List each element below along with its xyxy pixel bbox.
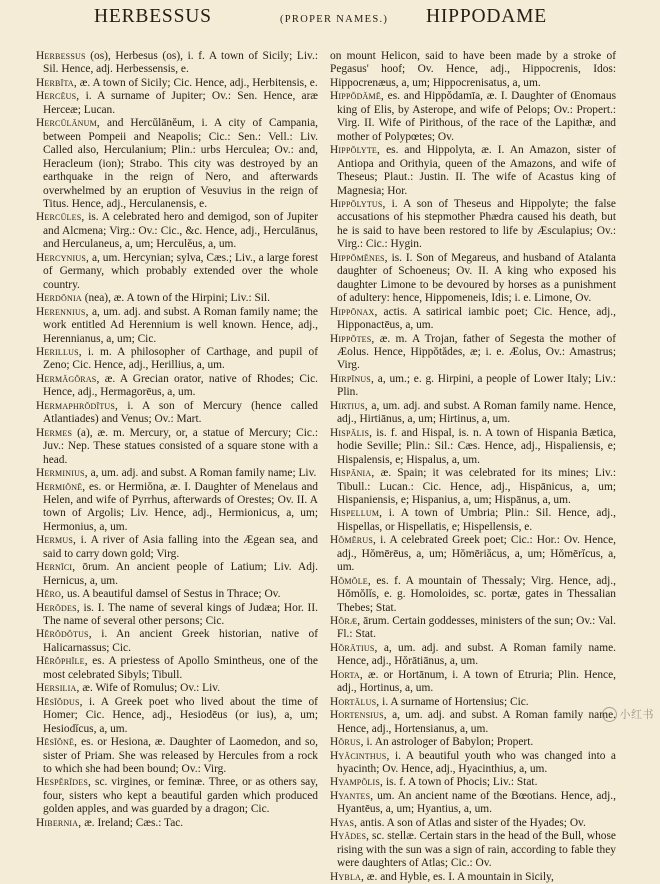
entry-headword: Hermăgŏras, <box>36 372 100 385</box>
entry-headword: Herbessus <box>36 50 86 62</box>
entry-definition: es. f. A mountain of Thessaly; Virg. Hence, adj., Hŏmŏlĭs, e. g. Homoloides, sc. portæ, gates in Thessalian Thebes; Stat. <box>337 574 616 614</box>
entry-headword: Hernĭci, <box>36 561 76 574</box>
entry-definition: æ. Wife of Romulus; Ov.: Liv. <box>82 682 221 695</box>
dictionary-entry <box>36 427 318 467</box>
dictionary-entry <box>330 776 616 789</box>
entry-definition: æ. m. A Trojan, father of Segesta the mother of Æolus. Hence, Hippŏtădes, æ; i. e. Æolus, Ov.: Amastrus; Virg. <box>337 332 616 372</box>
entry-headword: Hermus, <box>36 534 77 547</box>
entry-definition: es. or Hesiona, æ. Daughter of Laomedon, and so, sister of Priam. She was released by Hercules from a rock to which she had been bound; Ov.: Virg. <box>43 736 318 776</box>
entry-headword: Hercēus, <box>36 90 80 103</box>
entry-definition: i. m. A philosopher of Carthage, and pupil of Zeno; Cic. Hence, adj., Herillius, a, um. <box>43 345 318 372</box>
running-header <box>0 4 660 38</box>
entry-headword: Hispălis, <box>330 426 373 439</box>
dictionary-entry <box>36 117 318 211</box>
entry-definition: a, um. adj. and subst. A Roman family name. Hence, adj., Hirtiānus, a, um; Hirtinus, a, um. <box>337 399 616 426</box>
dictionary-entry <box>330 817 616 830</box>
entry-headword: Hēsĭŏnē, <box>36 736 78 749</box>
entry-definition: es. and Hippŏdamīa, æ. I. Daughter of Œnomaus king of Elis, by Asterope, and wife of Pelops; Ov.: Propert.: Virg. II. Wife of Pirithous, of the race of the Lapithæ, and mother of Polypœtes; Ov. <box>337 90 616 143</box>
entry-definition: is. f. and Hispal, is. n. A town of Hispania Bætica, hodie Seville; Plin.: Sil.: Cæs. Hence, adj., Hispaliensis, e; Hispalensis, e; Hispalus, a, um. <box>337 426 616 466</box>
dictionary-entry <box>330 534 616 574</box>
dictionary-entry <box>330 790 616 817</box>
dictionary-entry <box>36 561 318 588</box>
entry-definition: sc. virgines, or feminæ. Three, or as others say, four, sisters who kept a beautiful garden which produced golden apples, and was guarded by a dragon; Cic. <box>43 776 319 816</box>
entry-headword: Hermiŏnē, <box>36 480 86 493</box>
entry-definition: us. A beautiful damsel of Sestus in Thrace; Ov. <box>66 588 281 601</box>
dictionary-entry <box>36 655 318 682</box>
entry-definition: (a), æ. m. Mercury, or, a statue of Mercury; Cic.: Juv.: Nep. These statues consisted of a square stone with a head. <box>43 426 318 466</box>
entry-headword: Hippōnax, <box>330 305 378 318</box>
entry-headword: Hŏræ, <box>330 615 361 628</box>
entry-definition: i. A beautiful youth who was changed into a hyacinth; Ov. Hence, adj., Hyacinthius, a, um. <box>337 749 616 776</box>
entry-definition: on mount Helicon, said to have been made by a stroke of Pegasus' hoof; Ov. Hence, adj., Hippocrenis, Idos: Hippocrenæus, a, um; Hippocrenisatus, a, um. <box>330 50 616 89</box>
entry-definition: a, um. adj. and subst. A Roman family name. Hence, adj., Hŏrātiānus, a, um. <box>337 641 617 668</box>
entry-headword: Horta, <box>330 668 363 681</box>
dictionary-entry <box>36 696 318 736</box>
left-guide-word: HERBESSUS <box>94 6 212 27</box>
dictionary-entry <box>36 682 318 695</box>
entry-headword: Hēsĭŏdus, <box>36 695 83 708</box>
dictionary-entry <box>330 830 616 870</box>
right-column <box>330 50 617 883</box>
entry-definition: æ. A Grecian orator, native of Rhodes; Cic. Hence, adj., Hermagorēus, a, um. <box>43 372 318 399</box>
entry-definition: antis. A son of Atlas and sister of the Hyades; Ov. <box>360 816 586 829</box>
entry-definition: i. A Greek poet who lived about the time of Homer; Cic. Hence, adj., Hesiodēus (or ius), a, um; Hesiodĭcus, a, um. <box>43 695 318 735</box>
entry-headword: Hĕrŏphĭle, <box>36 655 88 668</box>
entry-definition: æ. and Hyble, es. I. A mountain in Sicily, <box>366 870 554 883</box>
entry-headword: Hispellum, <box>330 507 383 520</box>
watermark <box>602 706 655 723</box>
dictionary-entry <box>330 709 616 736</box>
dictionary-entry <box>36 736 318 776</box>
dictionary-entry <box>330 575 616 615</box>
entry-headword: Herennius, <box>36 305 89 318</box>
entry-definition: a, um. adj. and subst. A Roman family name; Liv. <box>90 467 317 480</box>
entry-definition: æ. Spain; it was celebrated for its mines; Liv.: Tibull.: Lucan.: Cic. Hence, adj., Hispānicus, a, um; Hispaniensis, e; Hispanius, a, um; Hispānus, a, um. <box>337 467 616 506</box>
dictionary-entry <box>330 306 616 333</box>
entry-headword: Hippŏmĕnes, <box>330 251 388 264</box>
entry-headword: Hŏrātius, <box>330 641 378 654</box>
entry-definition: a, um. adj. and subst. A Roman family name; the work entitled Ad Herennium is well known. Hence, adj., Herennianus, a, um; Cic. <box>43 305 318 345</box>
dictionary-entry <box>36 346 318 373</box>
entry-headword: Hermes <box>36 426 73 439</box>
entry-headword: Hispānia, <box>330 467 375 480</box>
dictionary-entry <box>330 333 616 373</box>
dictionary-entry <box>36 292 318 305</box>
dictionary-entry <box>36 211 318 251</box>
entry-definition: es. and Hippolyta, æ. I. An Amazon, sister of Antiopa and Orithyia, queen of the Amazons, and wife of Theseus; Plaut.: Justin. II. The wife of Acastus king of Magnesia; Hor. <box>337 144 616 197</box>
dictionary-entry <box>330 696 616 709</box>
entry-definition: æ. Ireland; Cæs.: Tac. <box>84 816 184 829</box>
entry-headword: Hermaphrŏdītus, <box>36 399 119 412</box>
dictionary-entry <box>330 467 616 507</box>
entry-definition: i. A surname of Hortensius; Cic. <box>382 695 529 708</box>
entry-headword: Herōdes, <box>36 601 80 614</box>
entry-headword: Hŏrus, <box>330 736 364 749</box>
entry-headword: Hippŏdămē, <box>330 90 384 103</box>
entry-definition: i. A son of Mercury (hence called Atlantiades) and Venus; Ov.: Mart. <box>43 399 318 426</box>
dictionary-entry <box>330 198 616 252</box>
dictionary-entry <box>36 628 318 655</box>
entry-definition: i. A son of Theseus and Hippolyte; the false accusations of his stepmother Phædra caused his death, but he is said to have been restored to life by Æsculapius; Ov.: Virg.: Cic.: Hygin. <box>337 197 616 251</box>
entry-definition: a, um. adj. and subst. A Roman family name. Hence, adj., Hortensianus, a, um. <box>337 709 616 735</box>
right-guide-word: HIPPODAME <box>426 6 547 27</box>
entry-definition: ārum. Certain goddesses, ministers of the sun; Ov.: Val. Fl.: Stat. <box>337 615 616 641</box>
dictionary-entry <box>330 90 616 144</box>
entry-definition: i. An ancient Greek historian, native of Halicarnassus; Cic. <box>43 628 318 654</box>
entry-headword: Hŏmŏle, <box>330 574 371 587</box>
entry-definition: ōrum. An ancient people of Latium; Liv. Adj. Hernicus, a, um. <box>43 561 318 587</box>
entry-definition: is. I. Son of Megareus, and husband of Atalanta daughter of Schoeneus; Ov. II. A king who exposed his daughter Limone to be devoured by horses as a punishment of adultery: hence, Hippomeneis, Idis; i. e. Limone, Ov. <box>337 251 616 305</box>
dictionary-entry <box>330 642 616 669</box>
entry-definition: is. A celebrated hero and demigod, son of Jupiter and Alcmena; Virg.: Ov.: Cic., &c. Hence, adj., Herculānus, and Herculaneus, a, um; Herculĕus, a, um. <box>43 211 318 251</box>
entry-definition: i. A surname of Jupiter; Ov.: Sen. Hence, aræ Herceæ; Lucan. <box>43 90 318 116</box>
entry-headword: Herbīta, <box>36 76 77 89</box>
dictionary-entry <box>36 373 318 400</box>
dictionary-entry <box>330 750 616 777</box>
dictionary-entry <box>330 400 616 427</box>
entry-definition: and Hercŭlānĕum, i. A city of Campania, between Pompeii and Neapolis; Cic.: Sen.: Vell.: Liv. Called also, Herculanium; Plin.: urbs Herculea; Ov.: and, Heracleum (ion); Strabo. This city was destroyed by an earthquake in the reign of Nero, and afterwards overwhelmed by an eruption of Vesuvius in the reign of Titus. Hence, adj., Herculanensis, e. <box>43 117 318 210</box>
watermark-logo-icon <box>602 707 617 722</box>
entry-headword: Hĕro, <box>36 588 65 601</box>
dictionary-entry <box>36 400 318 427</box>
entry-headword: Hybla, <box>330 870 365 883</box>
dictionary-entry <box>330 50 616 90</box>
dictionary-entry <box>36 50 318 77</box>
entry-headword: Hercynius, <box>36 251 90 264</box>
entry-definition: actis. A satirical iambic poet; Cic. Hence, adj., Hipponactēus, a, um. <box>337 305 616 332</box>
dictionary-entry <box>330 373 616 400</box>
dictionary-entry <box>330 144 616 198</box>
entry-headword: Hortălus, <box>330 695 380 708</box>
entry-headword: Hyantes, <box>330 789 374 802</box>
dictionary-entry <box>330 736 616 749</box>
dictionary-entry <box>330 507 616 534</box>
entry-headword: Hippŏlyte, <box>330 144 381 157</box>
entry-headword: Hirpīnus, <box>330 372 374 385</box>
entry-definition: (os), Herbesus (os), i. f. A town of Sicily; Liv.: Sil. Hence, adj. Herbessensis, e. <box>43 50 318 76</box>
entry-headword: Hyădes, <box>330 830 370 843</box>
entry-definition: is. I. The name of several kings of Judæa; Hor. II. The name of several other persons; Cic. <box>43 601 318 628</box>
entry-definition: æ. A town of Sicily; Cic. Hence, adj., Herbitensis, e. <box>79 76 318 89</box>
entry-headword: Hersilia, <box>36 682 80 695</box>
dictionary-entry <box>330 427 616 467</box>
dictionary-entry <box>36 588 318 601</box>
entry-definition: i. An astrologer of Babylon; Propert. <box>366 736 534 749</box>
entry-definition: sc. stellæ. Certain stars in the head of the Bull, whose rising with the sun was a sign of rain, according to fable they were daughters of Atlas; Cic.: Ov. <box>337 830 616 870</box>
entry-headword: Hespĕrĭdes, <box>36 776 92 789</box>
entry-headword: Hortensius, <box>330 709 387 722</box>
entry-headword: Hŏmērus, <box>330 534 377 547</box>
entry-headword: Hyas, <box>330 816 358 829</box>
entry-definition: es. or Hermiŏna, æ. I. Daughter of Menelaus and Helen, and wife of Pyrrhus, afterwards of Orestes; Ov. II. A town of Argolis; Liv. Hence, adj., Hermionicus, a, um; Hermonius, a, um. <box>43 480 318 533</box>
entry-definition: a, um. Hercynian; sylva, Cæs.; Liv., a large forest of Germany, which probably extended over the whole country. <box>43 251 318 291</box>
dictionary-entry <box>36 90 318 117</box>
left-column <box>36 50 319 829</box>
entry-headword: Herdōnia <box>36 292 82 305</box>
entry-headword: Hĕrŏdŏtus, <box>36 628 92 641</box>
entry-definition: i. A town of Umbria; Plin.: Sil. Hence, adj., Hispellas, or Hispellatis, e; Hispellensis, e. <box>337 507 616 533</box>
dictionary-entry <box>36 467 318 480</box>
dictionary-entry <box>330 669 616 696</box>
dictionary-entry <box>330 871 616 884</box>
entry-definition: es. A priestess of Apollo Smintheus, one of the most celebrated Sibyls; Tibull. <box>43 655 318 681</box>
section-label: (PROPER NAMES.) <box>280 14 389 25</box>
entry-headword: Hippŏtes, <box>330 332 375 345</box>
dictionary-entry <box>36 817 318 830</box>
entry-definition: (nea), æ. A town of the Hirpini; Liv.: Sil. <box>84 292 270 305</box>
dictionary-entry <box>36 306 318 346</box>
dictionary-entry <box>330 252 616 306</box>
entry-definition: æ. or Hortānum, i. A town of Etruria; Plin. Hence, adj., Hortinus, a, um. <box>337 668 616 695</box>
entry-headword: Hirtius, <box>330 399 368 412</box>
entry-definition: i. A river of Asia falling into the Ægean sea, and said to carry down gold; Virg. <box>43 534 318 560</box>
dictionary-entry <box>36 481 318 535</box>
entry-headword: Hippŏlytus, <box>330 197 386 210</box>
dictionary-entry <box>36 77 318 90</box>
dictionary-entry <box>36 534 318 561</box>
dictionary-entry <box>330 615 616 642</box>
dictionary-entry <box>36 776 318 816</box>
entry-headword: Herminius, <box>36 467 88 480</box>
entry-headword: Hibernia, <box>36 816 82 829</box>
entry-headword: Hercŭles, <box>36 211 85 224</box>
entry-definition: i. A celebrated Greek poet; Cic.: Hor.: Ov. Hence, adj., Hŏmērēus, a, um; Hŏmēriăcus, a, um; Hŏmērĭcus, a, um. <box>337 534 616 574</box>
entry-headword: Hyăcinthus, <box>330 749 390 762</box>
entry-headword: Hyampŏlis, <box>330 776 384 789</box>
dictionary-entry <box>36 252 318 292</box>
watermark-text: 小红书 <box>619 707 654 721</box>
dictionary-entry <box>36 602 318 629</box>
entry-definition: um. An ancient name of the Bœotians. Hence, adj., Hyantēus, a, um; Hyantius, a, um. <box>337 789 616 816</box>
entry-headword: Herillus, <box>36 345 82 358</box>
entry-headword: Hercŭlānum, <box>36 117 100 130</box>
entry-definition: a, um.; e. g. Hirpini, a people of Lower Italy; Liv.: Plin. <box>337 372 616 399</box>
entry-definition: is. f. A town of Phocis; Liv.: Stat. <box>385 776 538 789</box>
